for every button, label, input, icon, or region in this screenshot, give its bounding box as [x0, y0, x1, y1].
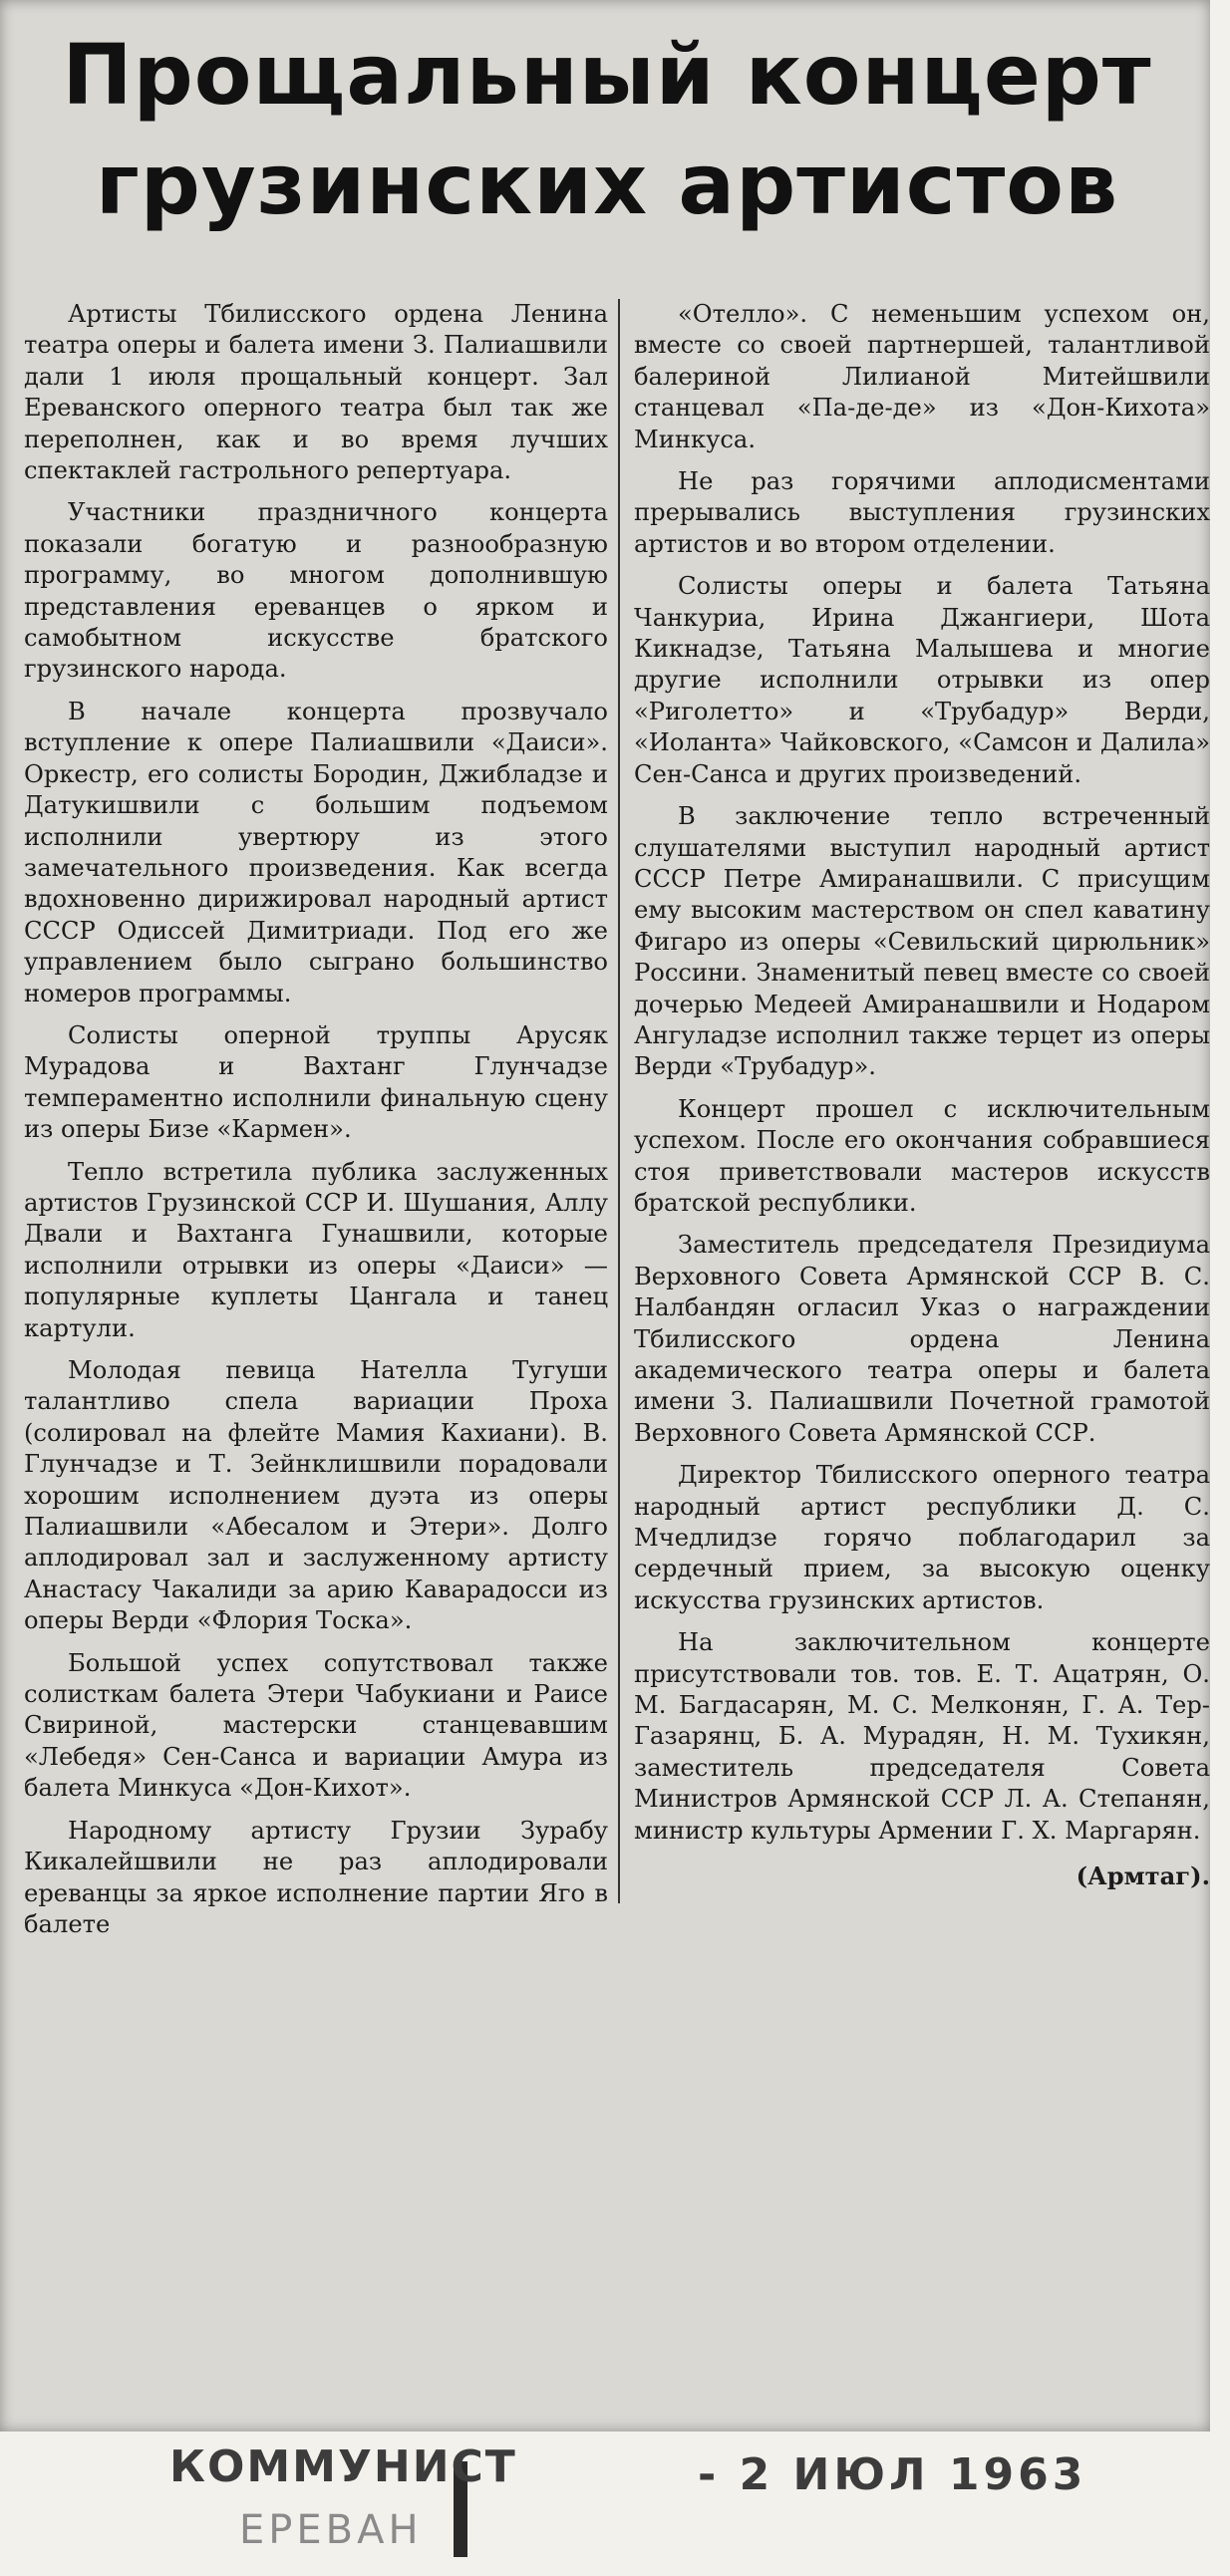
- paragraph: Концерт прошел с исключительным успехом. После его окончания собравшиеся стоя приветствовали мастеров искусств братской республики.: [634, 1094, 1210, 1217]
- article-right-column: [618, 299, 1210, 1903]
- article-headline: [14, 20, 1200, 239]
- paragraph: Директор Тбилисского оперного театра народный артист республики Д. С. Мчедлидзе горячо поблагодарил за сердечный прием, за высокую оценку искусства грузинских артистов.: [634, 1461, 1210, 1614]
- article-left-column: [24, 299, 608, 1951]
- paragraph: Тепло встретила публика заслуженных артистов Грузинской ССР И. Шушания, Аллу Двали и Вахтанга Гунашвили, которые исполнили отрывки из оперы «Даиси» — популярные куплеты Цангала и танец картули.: [24, 1157, 608, 1342]
- archive-stamp: [169, 2441, 1096, 2571]
- article-source-signoff: (Армтаг).: [1076, 1861, 1210, 1891]
- paragraph: «Отелло». С неменьшим успехом он, вместе со своей партнершей, талантливой балериной Лилианой Митейшвили станцевал «Па-де-де» из «Дон-Кихота» Минкуса.: [634, 300, 1210, 453]
- stamp-newspaper-name: КОММУНИСТ: [169, 2441, 517, 2492]
- paragraph: Не раз горячими аплодисментами прерывались выступления грузинских артистов и во втором отделении.: [634, 467, 1210, 558]
- paragraph: В начале концерта прозвучало вступление к опере Палиашвили «Даиси». Оркестр, его солисты Бородин, Джибладзе и Датукишвили с большим подъемом исполнили увертюру из этого замечательного произведения. Как всегда вдохновенно дирижировал народный артист СССР Одиссей Димитриади. Под его же управлением было сыграно большинство номеров программы.: [24, 697, 608, 1007]
- paragraph: Заместитель председателя Президиума Верховного Совета Армянской ССР В. С. Налбандян огласил Указ о награждении Тбилисского ордена Ленина академического театра оперы и балета имени З. Палиашвили Почетной грамотой Верховного Совета Армянской ССР.: [634, 1231, 1210, 1447]
- paragraph: Солисты оперы и балета Татьяна Чанкуриа, Ирина Джангиери, Шота Кикнадзе, Татьяна Малышева и многие другие исполнили отрывки из опер «Риголетто» и «Трубадур» Верди, «Иоланта» Чайковского, «Самсон и Далила» Сен-Санса и других произведений.: [634, 572, 1210, 788]
- headline-line-2: грузинских артистов: [95, 136, 1119, 233]
- stamp-city: ЕРЕВАН: [239, 2507, 423, 2553]
- headline-line-1: Прощальный концерт: [62, 26, 1152, 124]
- stamp-date: - 2 ИЮЛ 1963: [698, 2449, 1087, 2500]
- paragraph: На заключительном концерте присутствовали тов. тов. Е. Т. Ацатрян, О. М. Багдасарян, М. С. Мелконян, Г. А. Тер-Газарянц, Б. А. Мурадян, Н. М. Тухикян, заместитель председателя Совета Министров Армянской ССР Л. А. Степанян, министр культуры Армении Г. Х. Маргарян.: [634, 1628, 1210, 1845]
- paragraph: В заключение тепло встреченный слушателями выступил народный артист СССР Петре Амиранашвили. С присущим ему высоким мастерством он спел каватину Фигаро из оперы «Севильский цирюльник» Россини. Знаменитый певец вместе со своей дочерью Медеей Амиранашвили и Нодаром Ангуладзе исполнил также терцет из оперы Верди «Трубадур».: [634, 802, 1210, 1081]
- paragraph: Участники праздничного концерта показали богатую и разнообразную программу, во многом дополнившую представления ереванцев о ярком и самобытном искусстве братского грузинского народа.: [24, 498, 608, 684]
- paragraph: Большой успех сопутствовал также солисткам балета Этери Чабукиани и Раисе Свириной, мастерски станцевавшим «Лебедя» Сен-Санса и вариации Амура из балета Минкуса «Дон-Кихот».: [24, 1648, 608, 1803]
- paragraph: Артисты Тбилисского ордена Ленина театра оперы и балета имени З. Палиашвили дали 1 июля прощальный концерт. Зал Ереванского оперного театра был так же переполнен, как и во время лучших спектаклей гастрольного репертуара.: [24, 300, 608, 485]
- paragraph: Молодая певица Нателла Тугуши талантливо спела вариации Проха (солировал на флейте Мамия Кахиани). В. Глунчадзе и Т. Зейнклишвили порадовали хорошим исполнением дуэта из оперы Палиашвили «Абесалом и Этери». Долго аплодировал зал и заслуженному артисту Анастасу Чакалиди за арию Каварадосси из оперы Верди «Флория Тоска».: [24, 1356, 608, 1635]
- paragraph: Народному артисту Грузии Зурабу Кикалейшвили не раз аплодировали ереванцы за яркое исполнение партии Яго в балете: [24, 1816, 608, 1938]
- paragraph: Солисты оперной труппы Арусяк Мурадова и Вахтанг Глунчадзе темпераментно исполнили финальную сцену из оперы Бизе «Кармен».: [24, 1020, 608, 1144]
